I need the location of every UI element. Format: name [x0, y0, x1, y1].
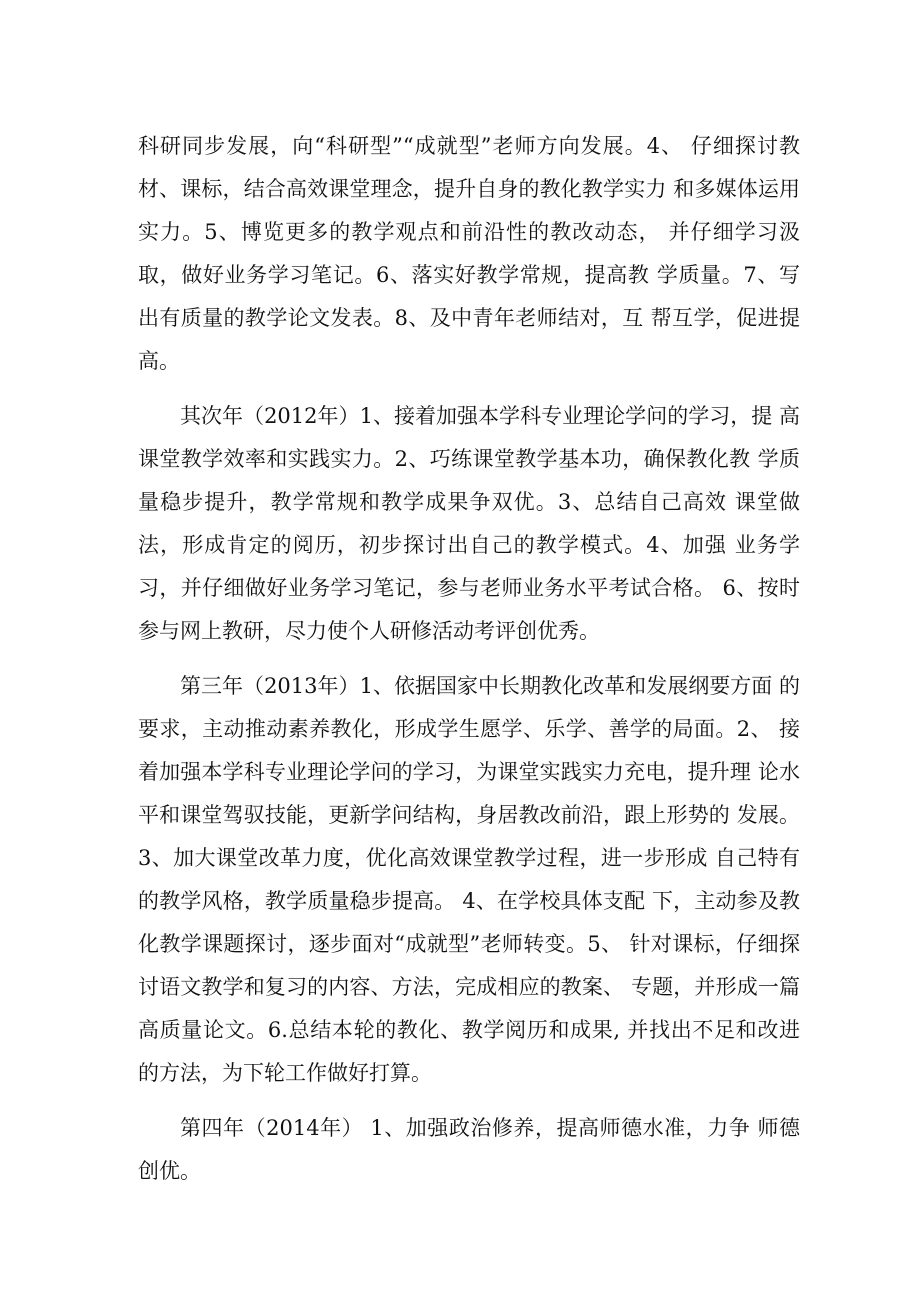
paragraph-year-2013: 第三年（2013年）1、依据国家中长期教化改革和发展纲要方面 的要求，主动推动素养教化，形成学生愿学、乐学、善学的局面。2、 接着加强本学科专业理论学问的学习，为课堂实践实力充电，提升理 论水平和课堂驾驭技能，更新学问结构，身居教改前沿，跟上形势的 发展。3、加大课堂改革力度，优化高效课堂教学过程，进一步形成 自己特有的教学风格，教学质量稳步提高。 4、在学校具体支配 下，主动参及教化教学课题探讨，逐步面对“成就型”老师转变。5、 针对课标，仔细探讨语文教学和复习的内容、方法，完成相应的教案、 专题，并形成一篇高质量论文。6.总结本轮的教化、教学阅历和成果, 并找出不足和改进的方法，为下轮工作做好打算。 [138, 674, 800, 1085]
paragraph-goals-continued: 科研同步发展，向“科研型”“成就型”老师方向发展。4、 仔细探讨教材、课标，结合高效课堂理念，提升自身的教化教学实力 和多媒体运用实力。5、博览更多的教学观点和前沿性的教改动态， 并仔细学习汲取，做好业务学习笔记。6、落实好教学常规，提高教 学质量。7、写出有质量的教学论文发表。8、及中青年老师结对，互 帮互学，促进提高。 [138, 134, 800, 373]
paragraph-year-2014: 第四年（2014年） 1、加强政治修养，提高师德水准，力争 师德创优。 [138, 1116, 800, 1183]
paragraph-year-2012: 其次年（2012年）1、接着加强本学科专业理论学问的学习，提 高课堂教学效率和实践实力。2、巧练课堂教学基本功，确保教化教 学质量稳步提升，教学常规和教学成果争双优。3、总结自己高效 课堂做法，形成肯定的阅历，初步探讨出自己的教学模式。4、加强 业务学习，并仔细做好业务学习笔记，参与老师业务水平考试合格。 6、按时参与网上教研，尽力使个人研修活动考评创优秀。 [138, 404, 800, 643]
